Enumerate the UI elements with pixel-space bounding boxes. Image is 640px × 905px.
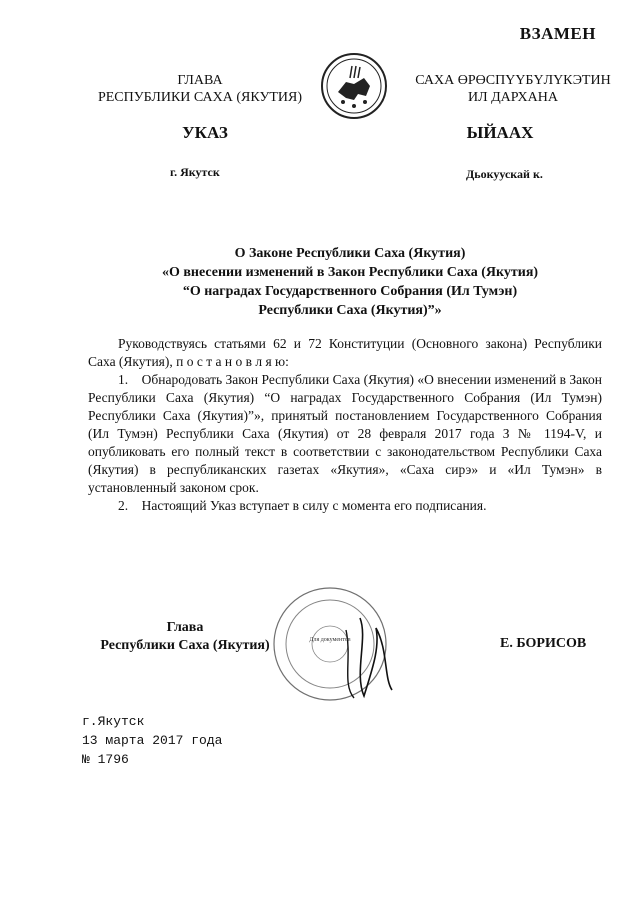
body-intro: Руководствуясь статьями 62 и 72 Конституции (Основного закона) Республики Саха (Якутия), п о с т а н о в л я ю:: [88, 336, 602, 369]
coat-of-arms-emblem: [320, 52, 388, 120]
body-item-2: 2. Настоящий Указ вступает в силу с момента его подписания.: [118, 498, 487, 513]
body-item-1: 1. Обнародовать Закон Республики Саха (Якутия) «О внесении изменений в Закон Республики Саха (Якутия) “О наградах Государственного Собрания (Ил Тумэн) Республики Саха (Якутия)”», принятый постановлением Государственного Собрания (Ил Тумэн) Республики Саха (Якутия) от 28 февраля 2017 года З № 1194-V, и опубликовать его полный текст в соответствии с законодательством Республики Саха (Якутия) в республиканских газетах «Якутия», «Саха сирэ» и «Ил Тумэн» в установленный законом срок.: [88, 372, 602, 495]
signature-position-line1: Глава: [166, 620, 204, 635]
header-left-line2: РЕСПУБЛИКИ САХА (ЯКУТИЯ): [97, 90, 303, 105]
signatory-name: Е. БОРИСОВ: [500, 636, 587, 651]
title-line1: О Законе Республики Саха (Якутия): [234, 246, 466, 261]
seal-center-text: Для документов: [309, 637, 351, 643]
header-left-line1: ГЛАВА: [177, 73, 223, 88]
header-right-line1: САХА ӨРӨСПҮҮБҮЛҮКЭТИН: [415, 73, 611, 88]
header-right: [398, 72, 628, 106]
header-right-line2: ИЛ ДАРХАНА: [467, 90, 558, 105]
footer-city: г.Якутск: [82, 714, 145, 729]
footer-number: № 1796: [82, 752, 129, 767]
signature-position: [90, 619, 280, 655]
header-left: [80, 72, 320, 106]
stamp-vzamen: ВЗАМЕН: [519, 24, 596, 43]
doc-type-left: УКАЗ: [182, 123, 228, 142]
title-line2: «О внесении изменений в Закон Республики Саха (Якутия): [161, 265, 539, 280]
signature-position-line2: Республики Саха (Якутия): [100, 638, 270, 653]
title-line4: Республики Саха (Якутия)”»: [258, 303, 442, 318]
footer-stamp: [82, 712, 222, 769]
footer-date: 13 марта 2017 года: [82, 733, 223, 748]
document-title: [90, 244, 610, 320]
title-line3: “О наградах Государственного Собрания (Ил Тумэн): [182, 284, 518, 299]
document-body: [88, 335, 602, 515]
city-left: г. Якутск: [170, 165, 220, 179]
doc-type-right: ЫЙААХ: [466, 123, 534, 142]
city-right: Дьокуускай к.: [466, 167, 543, 181]
